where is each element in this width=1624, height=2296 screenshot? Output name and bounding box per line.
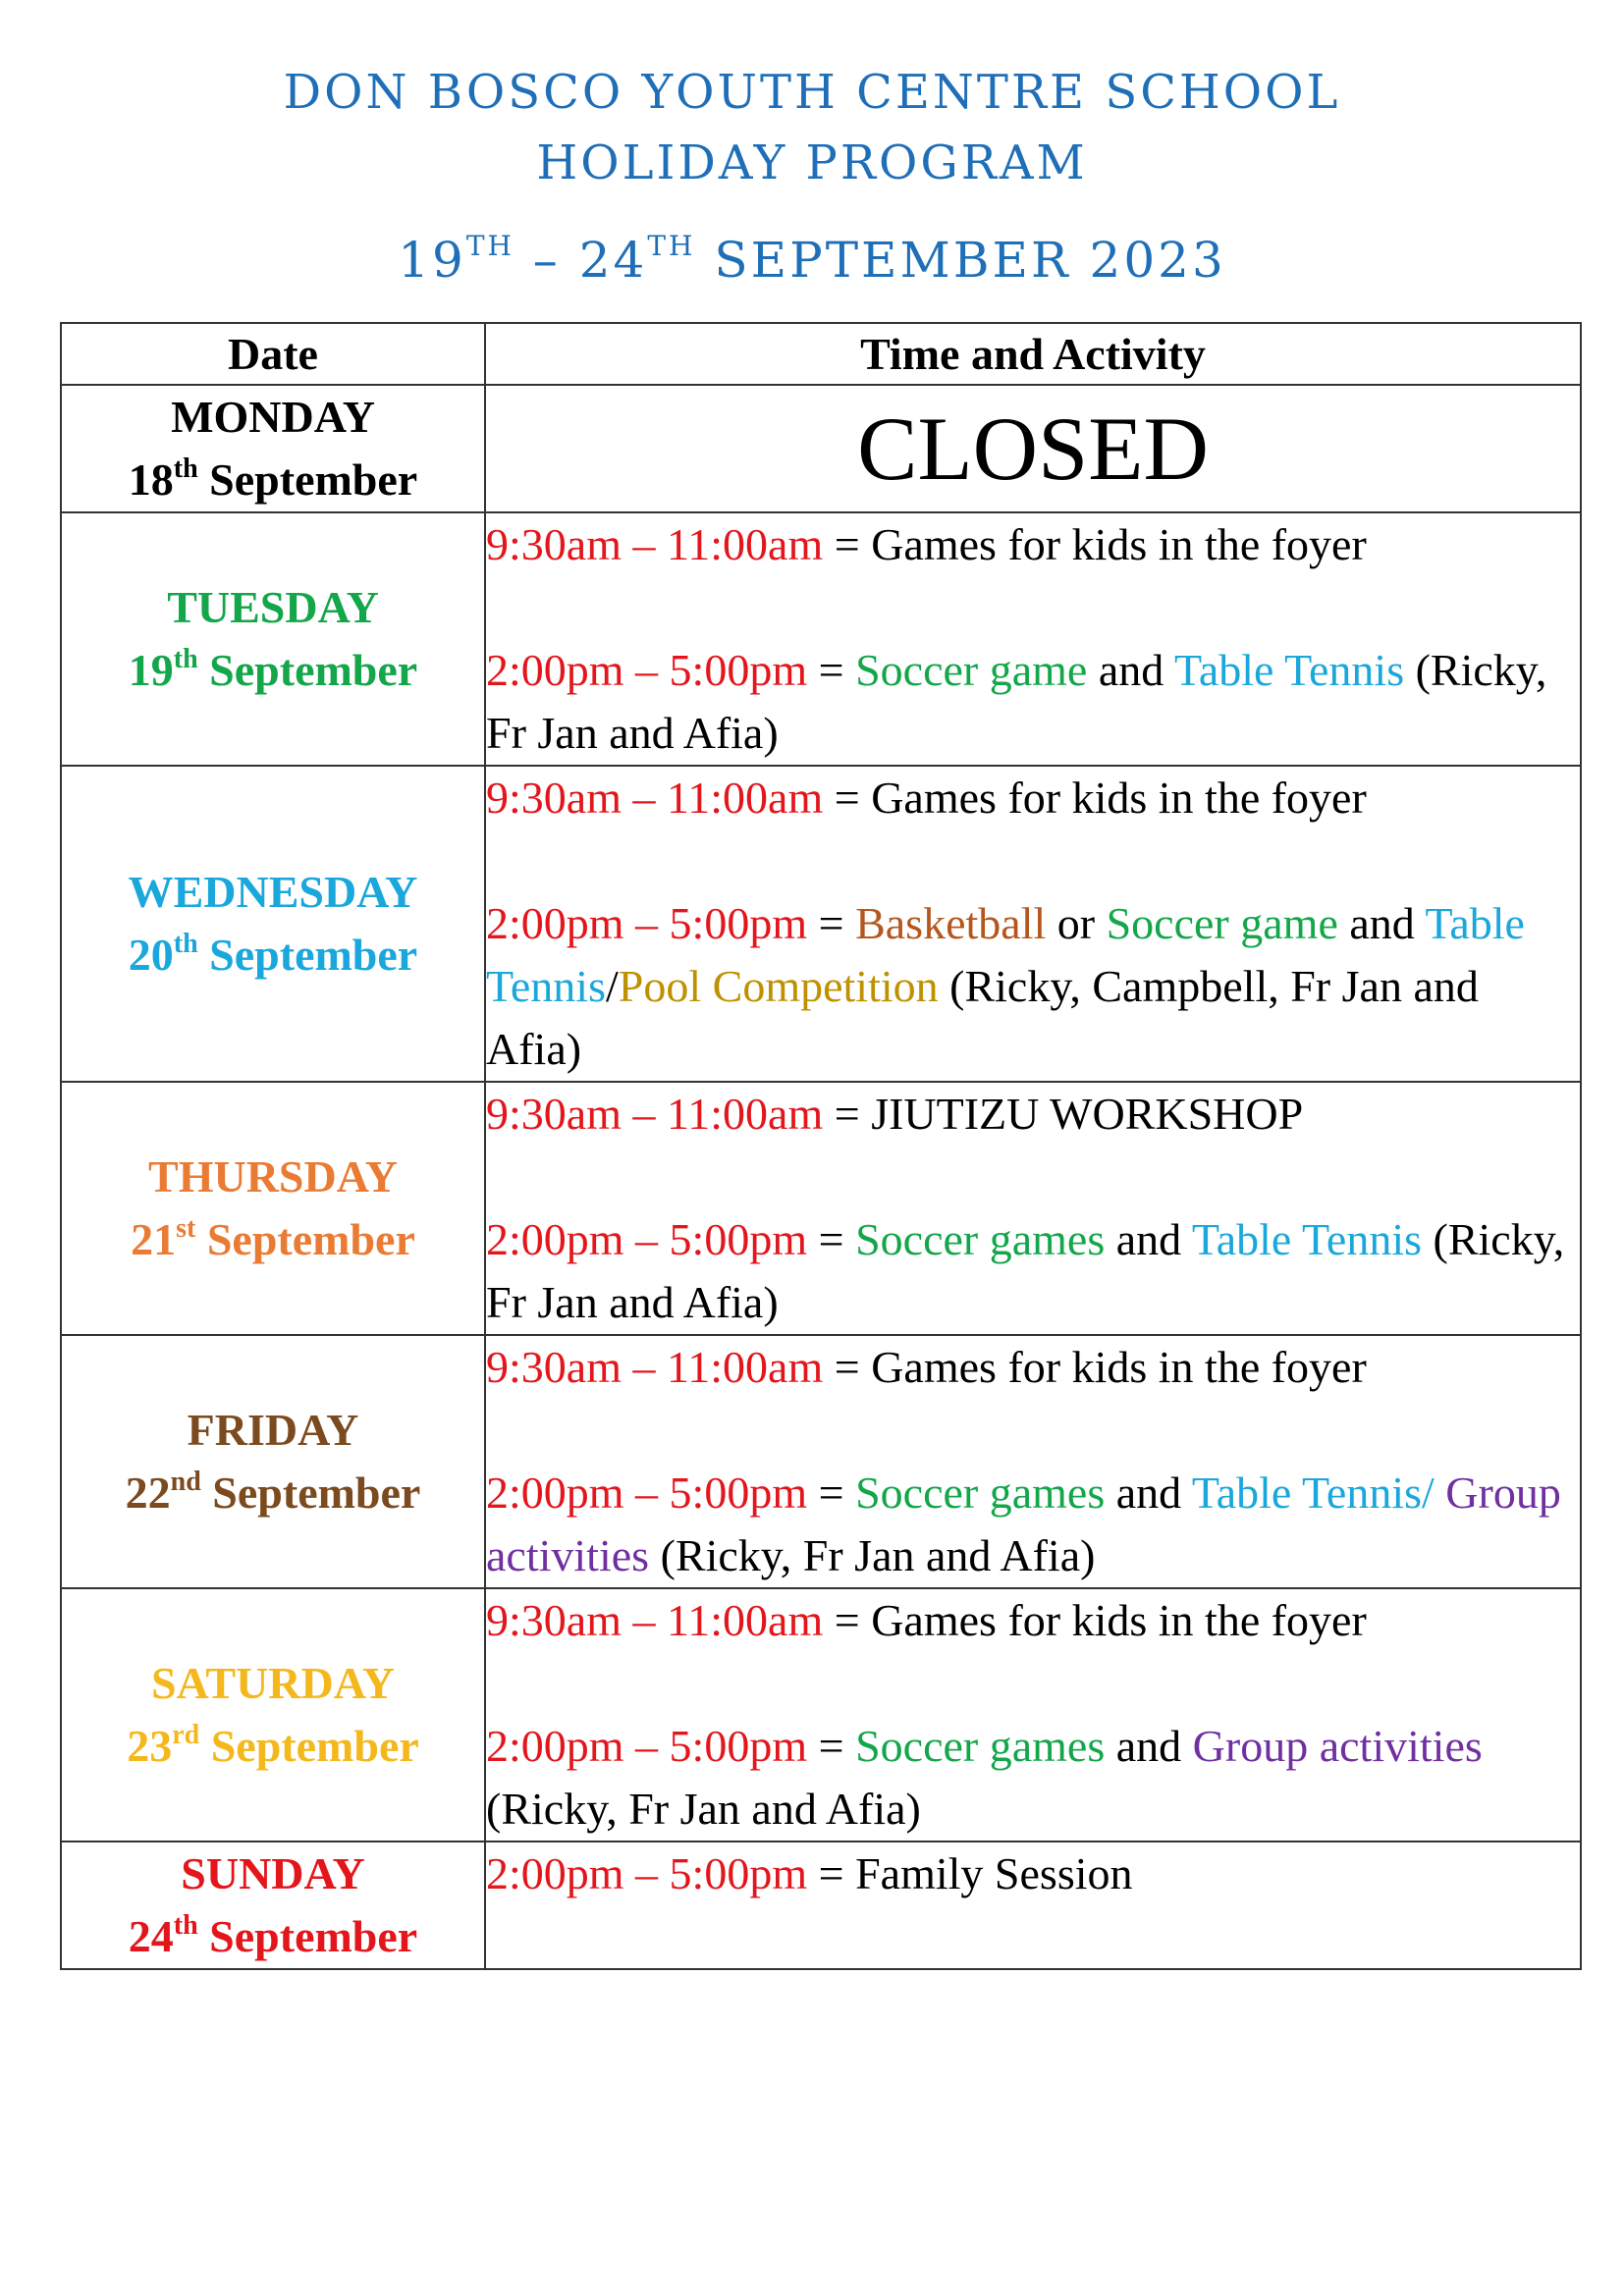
date-number: 18 (128, 454, 174, 505)
day-date (62, 1462, 484, 1524)
date-month: September (197, 645, 418, 695)
day-name: THURSDAY (148, 1151, 398, 1201)
activity-soccer: Soccer games (855, 1214, 1106, 1264)
day-date (62, 449, 484, 511)
date-suffix: nd (170, 1467, 201, 1497)
day-name: SATURDAY (151, 1658, 395, 1708)
afternoon-time: 2:00pm – 5:00pm (486, 898, 808, 948)
activity-connector: and (1105, 1721, 1193, 1771)
table-row (61, 512, 1581, 766)
program-title: DON BOSCO YOUTH CENTRE SCHOOL (283, 65, 1341, 120)
activity-family-session: Family Session (855, 1848, 1133, 1898)
date-dash: – (514, 232, 579, 289)
day-name: TUESDAY (167, 582, 379, 632)
morning-activity (486, 767, 1580, 829)
morning-activity (486, 513, 1580, 576)
date-number: 23 (127, 1721, 173, 1771)
afternoon-activity (486, 1462, 1580, 1587)
morning-time: 9:30am – 11:00am (486, 773, 824, 823)
start-suffix: TH (465, 230, 514, 262)
equals-sign: = (823, 773, 872, 823)
date-suffix: rd (172, 1720, 200, 1750)
morning-time: 9:30am – 11:00am (486, 1342, 824, 1392)
afternoon-activity (486, 1208, 1580, 1334)
afternoon-activity (486, 1715, 1580, 1841)
activity-basketball: Basketball (855, 898, 1047, 948)
morning-activity-text: Games for kids in the foyer (871, 519, 1367, 569)
activity-pool-competition: Pool Competition (618, 961, 939, 1011)
activity-staff: (Ricky, Fr Jan and Afia) (486, 1214, 1565, 1327)
date-month: September (197, 930, 418, 980)
date-suffix: th (173, 929, 198, 959)
activity-connector: and (1105, 1214, 1192, 1264)
activity-group: Group activities (1192, 1721, 1483, 1771)
day-date (62, 639, 484, 702)
date-number: 24 (128, 1911, 174, 1961)
activity-soccer: Soccer games (855, 1468, 1106, 1518)
activity-connector: and (1337, 898, 1426, 948)
equals-sign: = (807, 1468, 856, 1518)
day-cell-monday (61, 385, 485, 512)
activity-cell-friday (485, 1335, 1581, 1588)
program-subtitle: HOLIDAY PROGRAM (536, 135, 1088, 190)
morning-time: 9:30am – 11:00am (486, 519, 824, 569)
morning-time: 9:30am – 11:00am (486, 1595, 824, 1645)
table-row (61, 1842, 1581, 1969)
day-date (62, 1905, 484, 1968)
morning-activity-text: JIUTIZU WORKSHOP (871, 1089, 1304, 1139)
afternoon-time: 2:00pm – 5:00pm (486, 1721, 808, 1771)
date-suffix: st (176, 1213, 196, 1244)
day-cell-friday (61, 1335, 485, 1588)
date-month: September (197, 1911, 418, 1961)
table-row (61, 1588, 1581, 1842)
table-row (61, 385, 1581, 512)
activity-separator: / (606, 961, 619, 1011)
day-cell-saturday (61, 1588, 485, 1842)
table-row (61, 766, 1581, 1082)
equals-sign: = (807, 1721, 856, 1771)
afternoon-time: 2:00pm – 5:00pm (486, 1468, 808, 1518)
equals-sign: = (823, 1595, 872, 1645)
equals-sign: = (823, 1342, 872, 1392)
end-day: 24 (578, 232, 648, 289)
day-date (62, 1208, 484, 1271)
activity-connector: or (1046, 898, 1107, 948)
morning-activity (486, 1083, 1580, 1146)
afternoon-activity (486, 1842, 1580, 1905)
afternoon-time: 2:00pm – 5:00pm (486, 1848, 808, 1898)
activity-table-tennis: Table Tennis (486, 898, 1525, 1011)
date-number: 19 (128, 645, 174, 695)
date-suffix: th (173, 454, 198, 484)
equals-sign: = (823, 519, 872, 569)
day-date (62, 1715, 484, 1778)
day-date (62, 924, 484, 987)
equals-sign: = (823, 1089, 872, 1139)
schedule-table (60, 322, 1582, 1970)
day-cell-tuesday (61, 512, 485, 766)
equals-sign: = (807, 645, 856, 695)
day-cell-sunday (61, 1842, 485, 1969)
activity-soccer: Soccer game (855, 645, 1088, 695)
activity-connector: and (1087, 645, 1174, 695)
day-cell-thursday (61, 1082, 485, 1335)
program-dates (0, 232, 1624, 289)
afternoon-time: 2:00pm – 5:00pm (486, 645, 808, 695)
morning-time: 9:30am – 11:00am (486, 1089, 824, 1139)
activity-column-header: Time and Activity (485, 323, 1581, 385)
date-column-header: Date (61, 323, 485, 385)
activity-cell-tuesday (485, 512, 1581, 766)
date-number: 21 (131, 1214, 177, 1264)
day-name: SUNDAY (181, 1848, 365, 1898)
morning-activity (486, 1336, 1580, 1399)
date-number: 22 (125, 1468, 171, 1518)
date-number: 20 (128, 930, 174, 980)
table-row (61, 1335, 1581, 1588)
activity-cell-wednesday (485, 766, 1581, 1082)
date-month: September (197, 454, 418, 505)
morning-activity-text: Games for kids in the foyer (871, 1342, 1367, 1392)
activity-table-tennis: Table Tennis/ (1191, 1468, 1446, 1518)
day-name: FRIDAY (187, 1405, 359, 1455)
date-month: September (200, 1468, 421, 1518)
equals-sign: = (807, 1848, 856, 1898)
afternoon-activity (486, 892, 1580, 1081)
date-month: September (195, 1214, 415, 1264)
activity-soccer: Soccer game (1106, 898, 1338, 948)
start-day: 19 (398, 232, 466, 289)
table-header-row (61, 323, 1581, 385)
date-month: September (199, 1721, 419, 1771)
activity-connector: and (1105, 1468, 1192, 1518)
afternoon-time: 2:00pm – 5:00pm (486, 1214, 808, 1264)
date-suffix: th (173, 644, 198, 674)
activity-cell-saturday (485, 1588, 1581, 1842)
activity-staff: (Ricky, Fr Jan and Afia) (486, 645, 1547, 758)
date-suffix: th (173, 1910, 198, 1941)
activity-table-tennis: Table Tennis (1191, 1214, 1422, 1264)
day-name: MONDAY (171, 392, 375, 442)
day-cell-wednesday (61, 766, 485, 1082)
activity-staff: (Ricky, Fr Jan and Afia) (486, 1784, 921, 1834)
activity-staff: (Ricky, Fr Jan and Afia) (649, 1530, 1096, 1580)
morning-activity-text: Games for kids in the foyer (871, 773, 1367, 823)
morning-activity-text: Games for kids in the foyer (871, 1595, 1367, 1645)
month-year: SEPTEMBER 2023 (695, 232, 1226, 289)
afternoon-activity (486, 639, 1580, 765)
end-suffix: TH (647, 230, 696, 262)
day-name: WEDNESDAY (128, 867, 418, 917)
table-row (61, 1082, 1581, 1335)
activity-table-tennis: Table Tennis (1173, 645, 1405, 695)
closed-label: CLOSED (485, 385, 1581, 512)
activity-staff: (Ricky, Campbell, Fr Jan and Afia) (486, 961, 1479, 1074)
activity-soccer: Soccer games (855, 1721, 1106, 1771)
equals-sign: = (807, 1214, 856, 1264)
activity-cell-sunday (485, 1842, 1581, 1969)
activity-cell-thursday (485, 1082, 1581, 1335)
equals-sign: = (807, 898, 856, 948)
morning-activity (486, 1589, 1580, 1652)
activity-group: Group activities (486, 1468, 1561, 1580)
